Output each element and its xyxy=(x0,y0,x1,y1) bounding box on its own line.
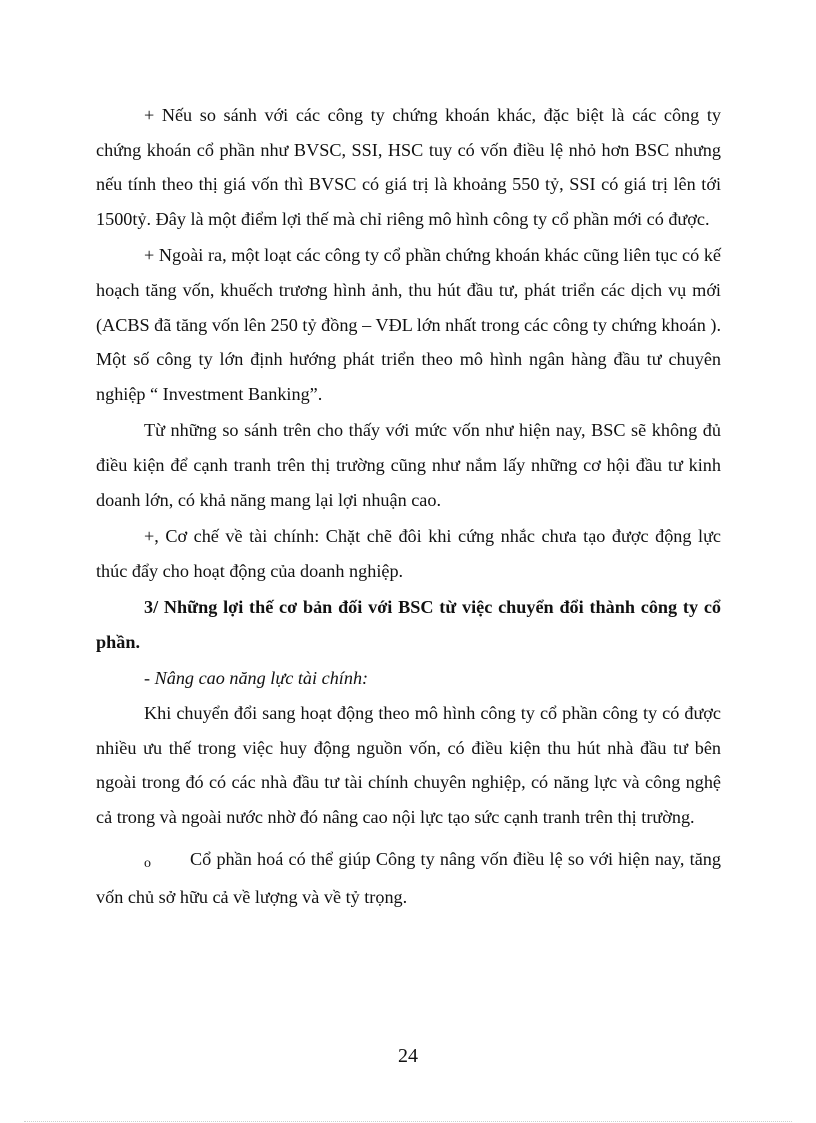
paragraph-financial-mechanism: +, Cơ chế về tài chính: Chặt chẽ đôi khi cứng nhắc chưa tạo được động lực thúc đẩy cho hoạt động của doanh nghiệp. xyxy=(96,526,721,581)
page-bottom-divider xyxy=(24,1121,792,1122)
bullet-text: Cổ phần hoá có thể giúp Công ty nâng vốn điều lệ so với hiện nay, tăng vốn chủ sở hữu cả về lượng và về tỷ trọng. xyxy=(96,849,721,908)
paragraph-advantages: Khi chuyển đổi sang hoạt động theo mô hình công ty cổ phần công ty có được nhiều ưu thế trong việc huy động nguồn vốn, có điều kiện thu hút nhà đầu tư bên ngoài trong đó có các nhà đầu tư tài chính chuyên nghiệp, có năng lực và công nghệ cả trong và ngoài nước nhờ đó nâng cao nội lực tạo sức cạnh tranh trên thị trường. xyxy=(96,703,721,827)
paragraph-conclusion: Từ những so sánh trên cho thấy với mức vốn như hiện nay, BSC sẽ không đủ điều kiện để cạnh tranh trên thị trường cũng như nắm lấy những cơ hội đầu tư kinh doanh lớn, có khả năng mang lại lợi nhuận cao. xyxy=(96,420,721,510)
page-number: 24 xyxy=(398,1045,418,1067)
paragraph-comparison-bvsc-ssi: + Nếu so sánh với các công ty chứng khoán khác, đặc biệt là các công ty chứng khoán cổ phần như BVSC, SSI, HSC tuy có vốn điều lệ nhỏ hơn BSC nhưng nếu tính theo thị giá vốn thì BVSC có giá trị là khoảng 550 tỷ, SSI có giá trị lên tới 1500tỷ. Đây là một điểm lợi thế mà chỉ riêng mô hình công ty cổ phần mới có được. xyxy=(96,105,721,229)
page-content xyxy=(96,98,721,915)
bullet-item xyxy=(96,842,721,914)
subheading-financial-capacity: - Nâng cao năng lực tài chính: xyxy=(144,667,369,688)
paragraph-other-companies: + Ngoài ra, một loạt các công ty cổ phần chứng khoán khác cũng liên tục có kế hoạch tăng vốn, khuếch trương hình ảnh, thu hút đầu tư, phát triển các dịch vụ mới (ACBS đã tăng vốn lên 250 tỷ đồng – VĐL lớn nhất trong các công ty chứng khoán ). Một số công ty lớn định hướng phát triển theo mô hình ngân hàng đầu tư chuyên nghiệp “ Investment Banking”. xyxy=(96,245,721,404)
section-heading: 3/ Những lợi thế cơ bản đối với BSC từ việc chuyển đổi thành công ty cổ phần. xyxy=(96,597,721,652)
bullet-circle-icon: o xyxy=(144,856,151,872)
